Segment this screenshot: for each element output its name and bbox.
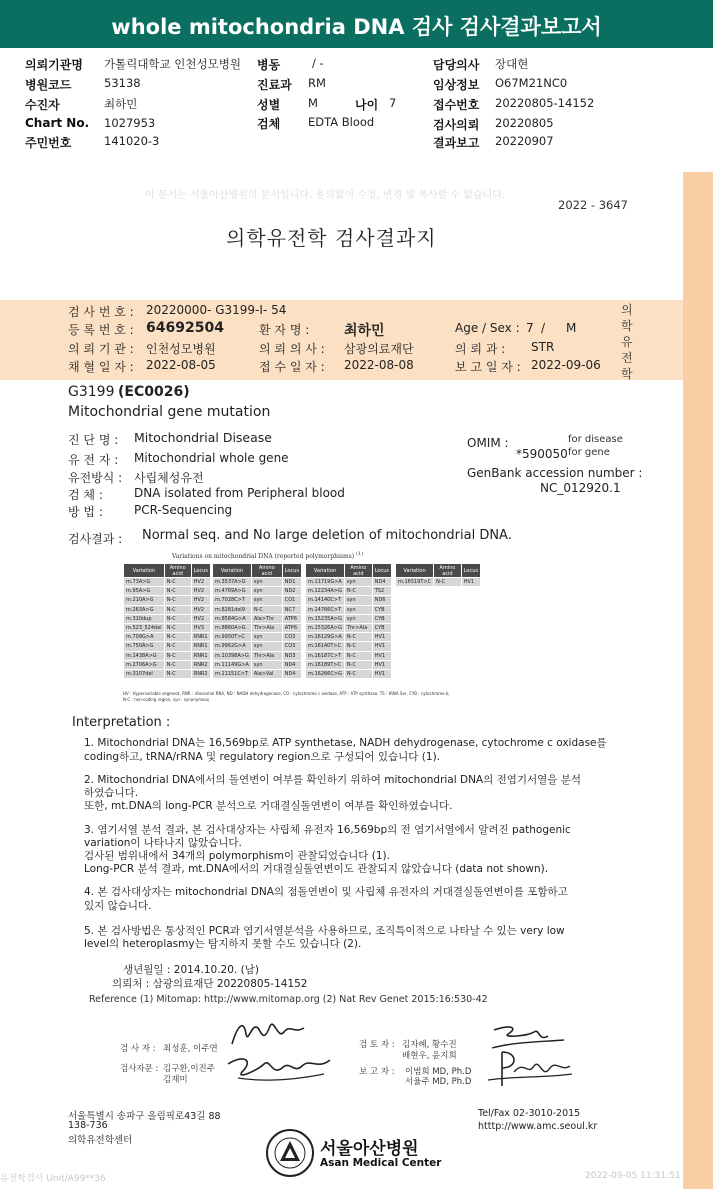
header-value: O67M21NC0 bbox=[495, 76, 568, 90]
variation-cell: N-C bbox=[344, 651, 372, 660]
omim-label: OMIM : bbox=[467, 436, 509, 450]
table-row bbox=[306, 596, 392, 605]
patient-label: 채 혈 일 자 : bbox=[68, 360, 134, 374]
variation-cell: HV2 bbox=[191, 605, 210, 614]
variation-cell: HV1 bbox=[372, 642, 391, 651]
table-row bbox=[213, 605, 302, 614]
patient-label: 검 사 번 호 : bbox=[68, 305, 134, 319]
variation-cell: m.523_524del bbox=[124, 623, 165, 632]
report-title: whole mitochondria DNA 검사 검사결과보고서 bbox=[111, 15, 602, 39]
variation-table-block-2 bbox=[212, 563, 302, 679]
variation-cell: ND4 bbox=[282, 669, 301, 678]
variation-cell: m.3537A>G bbox=[213, 578, 252, 587]
reviewer-label: 검 토 자 : bbox=[359, 1040, 395, 1050]
address-line: 의학유전학센터 bbox=[68, 1135, 133, 1146]
address-line: 서울특별시 송파구 올림픽로43길 88 bbox=[68, 1111, 221, 1122]
address-line: 138-736 bbox=[68, 1120, 108, 1131]
table-row bbox=[124, 596, 211, 605]
variation-header-row bbox=[124, 564, 211, 578]
header-label: 의뢰기관명 bbox=[25, 58, 83, 72]
header-value: EDTA Blood bbox=[308, 115, 375, 129]
patient-label: 환 자 명 : bbox=[259, 323, 310, 337]
interp-line: 또한, mt.DNA의 long-PCR 분석으로 거대결실돌연변이 여부를 확인하였습니다. bbox=[84, 800, 453, 812]
patient-label: 의 뢰 과 : bbox=[455, 342, 506, 356]
variation-cell: N-C bbox=[344, 633, 372, 642]
asan-foundation-seal-icon bbox=[265, 1128, 315, 1178]
logo-korean: 서울아산병원 bbox=[320, 1139, 419, 1159]
header-label: 병동 bbox=[257, 58, 281, 72]
variation-cell: RNR2 bbox=[191, 660, 210, 669]
table-row bbox=[213, 660, 302, 669]
doc-number: 2022 - 3647 bbox=[558, 198, 628, 212]
variation-cell: ND1 bbox=[282, 578, 301, 587]
variation-cell: Thr>Ala bbox=[251, 623, 282, 632]
reporter-names: 서율주 MD, Ph.D bbox=[405, 1077, 472, 1087]
variation-cell: syn bbox=[344, 614, 372, 623]
patient-label: 보 고 일 자 : bbox=[455, 360, 521, 374]
interp-line: 있지 않습니다. bbox=[84, 900, 152, 912]
header-value: / - bbox=[312, 56, 324, 70]
variation-cell: RNR1 bbox=[191, 651, 210, 660]
header-value: 20220907 bbox=[495, 134, 554, 148]
examiner-signature bbox=[228, 1014, 308, 1050]
variation-header-row bbox=[396, 564, 481, 578]
requester-line: 의뢰처 : 삼광의료재단 20220805-14152 bbox=[112, 978, 308, 990]
interp-line: 3. 염기서열 분석 결과, 본 검사대상자는 사립체 유전자 16,569bp의 전 염기서열에서 알려진 pathogenic bbox=[84, 824, 571, 836]
patient-label: 접 수 일 자 : bbox=[259, 360, 325, 374]
side-label: 의학유전학 bbox=[621, 303, 633, 381]
table-row bbox=[306, 633, 392, 642]
reporter-names: 이범희 MD, Ph.D bbox=[405, 1067, 472, 1077]
interp-line: 검사된 범위내에서 34개의 polymorphism이 관찰되었습니다 (1). bbox=[84, 850, 390, 862]
variation-cell: RNR1 bbox=[191, 633, 210, 642]
table-row bbox=[124, 651, 211, 660]
table-row bbox=[124, 587, 211, 596]
table-row bbox=[213, 587, 302, 596]
header-value: 20220805-14152 bbox=[495, 96, 595, 110]
variation-cell: N-C bbox=[164, 578, 191, 587]
header-label: 주민번호 bbox=[25, 136, 72, 150]
table-row bbox=[124, 605, 211, 614]
variation-cell: syn bbox=[251, 660, 282, 669]
variation-table-block-3 bbox=[305, 563, 392, 679]
variation-cell: m.16189T>C bbox=[306, 660, 345, 669]
table-row bbox=[396, 578, 481, 587]
interp-line: 하였습니다. bbox=[84, 787, 139, 799]
table-row bbox=[124, 614, 211, 623]
header-label: 담당의사 bbox=[433, 58, 480, 72]
variation-cell: N-C bbox=[164, 651, 191, 660]
table-row bbox=[213, 596, 302, 605]
table-row bbox=[213, 669, 302, 678]
variation-header-cell: Locus bbox=[282, 564, 301, 578]
variation-header-cell: Variation bbox=[396, 564, 434, 578]
variation-cell: N-C bbox=[164, 633, 191, 642]
reporter-label: 보 고 자 : bbox=[359, 1067, 395, 1077]
variation-cell: syn bbox=[251, 587, 282, 596]
header-value: 가톨릭대학교 인천성모병원 bbox=[104, 57, 241, 71]
variation-cell: m.11151C>T bbox=[213, 669, 252, 678]
test-number: 20220000- G3199-I- 54 bbox=[146, 303, 287, 317]
table-row bbox=[124, 642, 211, 651]
variation-cell: N-C bbox=[344, 587, 372, 596]
variation-cell: m.10398A>G bbox=[213, 651, 252, 660]
footer-left-code: 유전학검사 Unit/A99**36 bbox=[0, 1174, 106, 1184]
variation-cell: Ala>Thr bbox=[251, 614, 282, 623]
patient-label: Age / Sex : bbox=[455, 321, 520, 335]
patient-sex: M bbox=[566, 321, 577, 335]
diagnosis: Mitochondrial Disease bbox=[134, 430, 272, 445]
header-value: 장대현 bbox=[495, 57, 529, 71]
consult-names: 김구환,이진주 bbox=[163, 1064, 215, 1074]
variation-cell: m.8860A>G bbox=[213, 623, 252, 632]
interp-line: 1. Mitochondrial DNA는 16,569bp로 ATP synthetase, NADH dehydrogenase, cytochrome c oxidase를 bbox=[84, 737, 607, 749]
variation-cell: syn bbox=[251, 578, 282, 587]
examiner-label: 검 사 자 : bbox=[120, 1044, 156, 1054]
variation-cell: RNR2 bbox=[191, 669, 210, 678]
variation-cell: N-C bbox=[164, 605, 191, 614]
watermark-text: 이 문서는 서울아산병원의 문서입니다. 용의없이 수정, 변경 및 복사할 수 없습니다. bbox=[145, 190, 506, 201]
variation-cell: m.9950T>C bbox=[213, 633, 252, 642]
header-value: 141020-3 bbox=[104, 134, 160, 148]
patient-label: 의 뢰 의 사 : bbox=[259, 342, 325, 356]
table-row bbox=[213, 651, 302, 660]
variation-cell: HV2 bbox=[191, 578, 210, 587]
interp-line: 4. 본 검사대상자는 mitochondrial DNA의 점돌연변이 및 사립체 유전자의 거대결실돌연변이를 포함하고 bbox=[84, 886, 568, 898]
variation-cell: ATP6 bbox=[282, 623, 301, 632]
result-label: 검사결과 : bbox=[68, 532, 123, 546]
variation-cell: Ala>Val bbox=[251, 669, 282, 678]
variation-cell: ND3 bbox=[282, 651, 301, 660]
variation-cell: m.1438A>G bbox=[124, 651, 165, 660]
reviewer-names: 배현우, 윤지희 bbox=[402, 1051, 457, 1061]
interpretation-title: Interpretation : bbox=[72, 715, 171, 730]
gene: Mitochondrial whole gene bbox=[134, 451, 289, 465]
test-code: G3199 bbox=[68, 384, 115, 400]
website: htttp://www.amc.seoul.kr bbox=[478, 1121, 598, 1132]
variation-cell: m.16129G>A bbox=[306, 633, 345, 642]
tel-fax: Tel/Fax 02-3010-2015 bbox=[478, 1108, 581, 1119]
table-row bbox=[124, 623, 211, 632]
patient-age: 7 bbox=[526, 321, 534, 335]
variation-cell: HV2 bbox=[191, 587, 210, 596]
variation-cell: m.4769A>G bbox=[213, 587, 252, 596]
header-label: 검사의뢰 bbox=[433, 118, 480, 132]
variation-cell: m.210A>G bbox=[124, 596, 165, 605]
variation-cell: m.12234A>G bbox=[306, 587, 345, 596]
variation-cell: m.15326A>G bbox=[306, 623, 345, 632]
variation-cell: syn bbox=[251, 633, 282, 642]
table-row bbox=[306, 578, 392, 587]
header-value: 7 bbox=[389, 96, 397, 110]
variation-cell: HV1 bbox=[372, 660, 391, 669]
variation-cell: syn bbox=[251, 596, 282, 605]
variation-header-cell: Locus bbox=[461, 564, 480, 578]
footer-timestamp: 2022-09-05 11:31:51 bbox=[585, 1171, 681, 1181]
detail-label: 유 전 자 : bbox=[68, 453, 119, 467]
variation-cell: N-C bbox=[344, 669, 372, 678]
variation-cell: syn bbox=[344, 596, 372, 605]
request-doctor: 삼광의료재단 bbox=[344, 342, 414, 356]
variation-cell: Thr>Ala bbox=[251, 651, 282, 660]
consult-names: 김재미 bbox=[163, 1075, 188, 1085]
table-row bbox=[213, 633, 302, 642]
sex-separator: / bbox=[541, 321, 546, 335]
test-code-2: (EC0026) bbox=[118, 384, 190, 400]
interp-line: variation이 나타나지 않았습니다. bbox=[84, 837, 242, 849]
header-value: 최하민 bbox=[104, 97, 138, 111]
variation-cell: ND4 bbox=[372, 578, 391, 587]
variation-cell: CO1 bbox=[282, 596, 301, 605]
registration-number: 64692504 bbox=[146, 320, 224, 336]
request-org: 인천성모병원 bbox=[146, 342, 216, 356]
variation-cell: N-C bbox=[164, 587, 191, 596]
detail-label: 진 단 명 : bbox=[68, 433, 119, 447]
variation-header-cell: Amino acid bbox=[434, 564, 462, 578]
variation-cell: HV2 bbox=[191, 596, 210, 605]
variation-cell: RNR1 bbox=[191, 642, 210, 651]
header-label: 병원코드 bbox=[25, 78, 72, 92]
interp-line: 5. 본 검사방법은 통상적인 PCR과 염기서열분석을 사용하므로, 조직특이적으로 나타날 수 있는 very low bbox=[84, 925, 565, 937]
variation-footnote: N-C : non-coding region, syn : synonymous bbox=[123, 697, 210, 702]
variation-footnote: HV : Hypervariable segment, RNR : ribosomal RNA, ND : NADH dehydrogenase, CO : cytochrome c oxidase, ATP : ATP synthase, TS : tRNA Ser, CYB : cytochrome b, bbox=[123, 691, 450, 696]
variation-cell: HV1 bbox=[372, 669, 391, 678]
variation-cell: TS2 bbox=[372, 587, 391, 596]
variation-cell: m.73A>G bbox=[124, 578, 165, 587]
variation-cell: m.8584G>A bbox=[213, 614, 252, 623]
variation-cell: m.16187C>T bbox=[306, 651, 345, 660]
variation-cell: syn bbox=[344, 578, 372, 587]
consult-label: 검사자문 : bbox=[120, 1064, 159, 1074]
header-label: Chart No. bbox=[25, 116, 90, 130]
variation-cell: N-C bbox=[434, 578, 462, 587]
header-label: 나이 bbox=[355, 98, 379, 112]
examiner-names: 최성훈, 이주연 bbox=[163, 1044, 218, 1054]
variation-cell: CYB bbox=[372, 605, 391, 614]
header-label: 임상정보 bbox=[433, 78, 480, 92]
variation-cell: N-C bbox=[164, 660, 191, 669]
table-row bbox=[124, 669, 211, 678]
interp-line: 2. Mitochondrial DNA에서의 돌연변이 여부를 확인하기 위하여 mitochondrial DNA의 전염기서열을 분석 bbox=[84, 774, 582, 786]
variation-cell: N-C bbox=[164, 596, 191, 605]
detail-label: 방 법 : bbox=[68, 505, 103, 519]
side-strip bbox=[683, 172, 713, 1189]
header-label: 수진자 bbox=[25, 98, 60, 112]
birth-date-line: 생년월일 : 2014.10.20. (남) bbox=[123, 964, 259, 976]
variation-cell: ND4 bbox=[282, 660, 301, 669]
variation-header-cell: Variation bbox=[306, 564, 345, 578]
variation-cell: ATP6 bbox=[282, 614, 301, 623]
collection-date: 2022-08-05 bbox=[146, 358, 216, 372]
receipt-date: 2022-08-08 bbox=[344, 358, 414, 372]
variation-cell: NC7 bbox=[282, 605, 301, 614]
reference-line: Reference (1) Mitomap: http://www.mitomap.org (2) Nat Rev Genet 2015:16:530-42 bbox=[89, 994, 488, 1005]
variation-cell: HV2 bbox=[191, 614, 210, 623]
table-row bbox=[306, 605, 392, 614]
variation-header-cell: Locus bbox=[372, 564, 391, 578]
reporter-signature bbox=[484, 1046, 574, 1092]
variation-table-block-1 bbox=[123, 563, 211, 679]
omim-gene-label: for gene bbox=[568, 447, 610, 458]
table-row bbox=[213, 614, 302, 623]
table-row bbox=[306, 587, 392, 596]
variation-cell: ND2 bbox=[282, 587, 301, 596]
variation-table-block-4 bbox=[395, 563, 481, 587]
variation-header-cell: Amino acid bbox=[164, 564, 191, 578]
table-row bbox=[306, 660, 392, 669]
header-value: M bbox=[308, 96, 318, 110]
variation-cell: m.310dup bbox=[124, 614, 165, 623]
report-date: 2022-09-06 bbox=[531, 358, 601, 372]
variation-title-text: Variations on mitochondrial DNA (reported polymorphisms) bbox=[172, 553, 355, 560]
variation-cell: ND6 bbox=[372, 596, 391, 605]
variation-cell: m.7028C>T bbox=[213, 596, 252, 605]
table-row bbox=[124, 660, 211, 669]
header-value: 53138 bbox=[104, 76, 141, 90]
inheritance: 사립체성유전 bbox=[134, 471, 204, 485]
variation-cell: m.709G>A bbox=[124, 633, 165, 642]
table-row bbox=[213, 623, 302, 632]
detail-label: 유전방식 : bbox=[68, 471, 123, 485]
patient-label: 등 록 번 호 : bbox=[68, 323, 134, 337]
variation-cell: m.16519T>C bbox=[396, 578, 434, 587]
header-label: 결과보고 bbox=[433, 136, 480, 150]
variation-cell: HV1 bbox=[461, 578, 480, 587]
interp-line: Long-PCR 분석 결과, mt.DNA에서의 거대결실돌연변이도 관찰되지 않았습니다 (data not shown). bbox=[84, 863, 549, 875]
header-label: 검체 bbox=[257, 117, 281, 131]
variation-cell: Thr>Ala bbox=[344, 623, 372, 632]
variation-cell: syn bbox=[344, 605, 372, 614]
variation-cell: HV1 bbox=[372, 651, 391, 660]
doc-title: 의학유전학 검사결과지 bbox=[226, 226, 437, 250]
header-label: 진료과 bbox=[257, 78, 292, 92]
variation-cell: N-C bbox=[251, 605, 282, 614]
variation-table-title bbox=[172, 551, 363, 560]
variation-cell: m.16140T>C bbox=[306, 642, 345, 651]
genbank-label: GenBank accession number : bbox=[467, 466, 643, 480]
variation-cell: m.11719G>A bbox=[306, 578, 345, 587]
header-value: RM bbox=[308, 76, 326, 90]
variation-cell: m.3107del bbox=[124, 669, 165, 678]
variation-cell: HV1 bbox=[372, 633, 391, 642]
table-row bbox=[306, 651, 392, 660]
logo-english: Asan Medical Center bbox=[320, 1157, 442, 1169]
omim-gene-number: *590050 bbox=[516, 447, 568, 461]
variation-cell: N-C bbox=[164, 642, 191, 651]
consult-signature bbox=[224, 1050, 334, 1086]
header-value: 1027953 bbox=[104, 116, 156, 130]
variation-cell: HV3 bbox=[191, 623, 210, 632]
variation-cell: CYB bbox=[372, 623, 391, 632]
variation-title-ref: (1) bbox=[356, 551, 364, 557]
variation-header-cell: Variation bbox=[213, 564, 252, 578]
variation-cell: m.8281del9 bbox=[213, 605, 252, 614]
table-row bbox=[213, 578, 302, 587]
table-row bbox=[306, 642, 392, 651]
table-row bbox=[124, 578, 211, 587]
variation-cell: N-C bbox=[164, 669, 191, 678]
result-text: Normal seq. and No large deletion of mitochondrial DNA. bbox=[142, 528, 512, 543]
variation-cell: m.16266C>G bbox=[306, 669, 345, 678]
variation-cell: CO3 bbox=[282, 633, 301, 642]
variation-cell: CO3 bbox=[282, 642, 301, 651]
variation-cell: syn bbox=[251, 642, 282, 651]
variation-cell: m.14140C>T bbox=[306, 596, 345, 605]
request-dept: STR bbox=[531, 340, 555, 354]
variation-cell: m.15235A>G bbox=[306, 614, 345, 623]
variation-cell: N-C bbox=[164, 623, 191, 632]
table-row bbox=[213, 642, 302, 651]
variation-cell: m.2706A>G bbox=[124, 660, 165, 669]
variation-cell: m.750A>G bbox=[124, 642, 165, 651]
variation-cell: m.14766C>T bbox=[306, 605, 345, 614]
header-value: 20220805 bbox=[495, 116, 554, 130]
header-label: 접수번호 bbox=[433, 98, 480, 112]
variation-cell: m.95A>G bbox=[124, 587, 165, 596]
variation-header-cell: Variation bbox=[124, 564, 165, 578]
variation-cell: m.11149G>A bbox=[213, 660, 252, 669]
genbank-accession: NC_012920.1 bbox=[540, 481, 621, 495]
reviewer-names: 김자혜, 황수진 bbox=[402, 1040, 457, 1050]
interp-line: coding하고, tRNA/rRNA 및 regulatory region으로 구성되어 있습니다 (1). bbox=[84, 751, 441, 763]
omim-disease-label: for disease bbox=[568, 434, 623, 445]
variation-header-row bbox=[213, 564, 302, 578]
variation-header-cell: Amino acid bbox=[251, 564, 282, 578]
table-row bbox=[306, 669, 392, 678]
table-row bbox=[124, 633, 211, 642]
interp-line: level의 heteroplasmy는 탐지하지 못할 수도 있습니다 (2). bbox=[84, 938, 362, 950]
variation-cell: N-C bbox=[344, 642, 372, 651]
variation-header-cell: Locus bbox=[191, 564, 210, 578]
variation-cell: CYB bbox=[372, 614, 391, 623]
header-label: 성별 bbox=[257, 98, 281, 112]
report-title-bar bbox=[0, 0, 713, 48]
variation-header-row bbox=[306, 564, 392, 578]
patient-label: 의 뢰 기 관 : bbox=[68, 342, 134, 356]
specimen: DNA isolated from Peripheral blood bbox=[134, 486, 345, 500]
test-name: Mitochondrial gene mutation bbox=[68, 404, 271, 420]
method: PCR-Sequencing bbox=[134, 503, 233, 517]
table-row bbox=[306, 623, 392, 632]
patient-name: 최하민 bbox=[344, 323, 385, 339]
detail-label: 검 체 : bbox=[68, 488, 103, 502]
variation-cell: m.263A>G bbox=[124, 605, 165, 614]
table-row bbox=[306, 614, 392, 623]
variation-header-cell: Amino acid bbox=[344, 564, 372, 578]
variation-cell: N-C bbox=[164, 614, 191, 623]
variation-cell: m.9962G>A bbox=[213, 642, 252, 651]
variation-cell: N-C bbox=[344, 660, 372, 669]
